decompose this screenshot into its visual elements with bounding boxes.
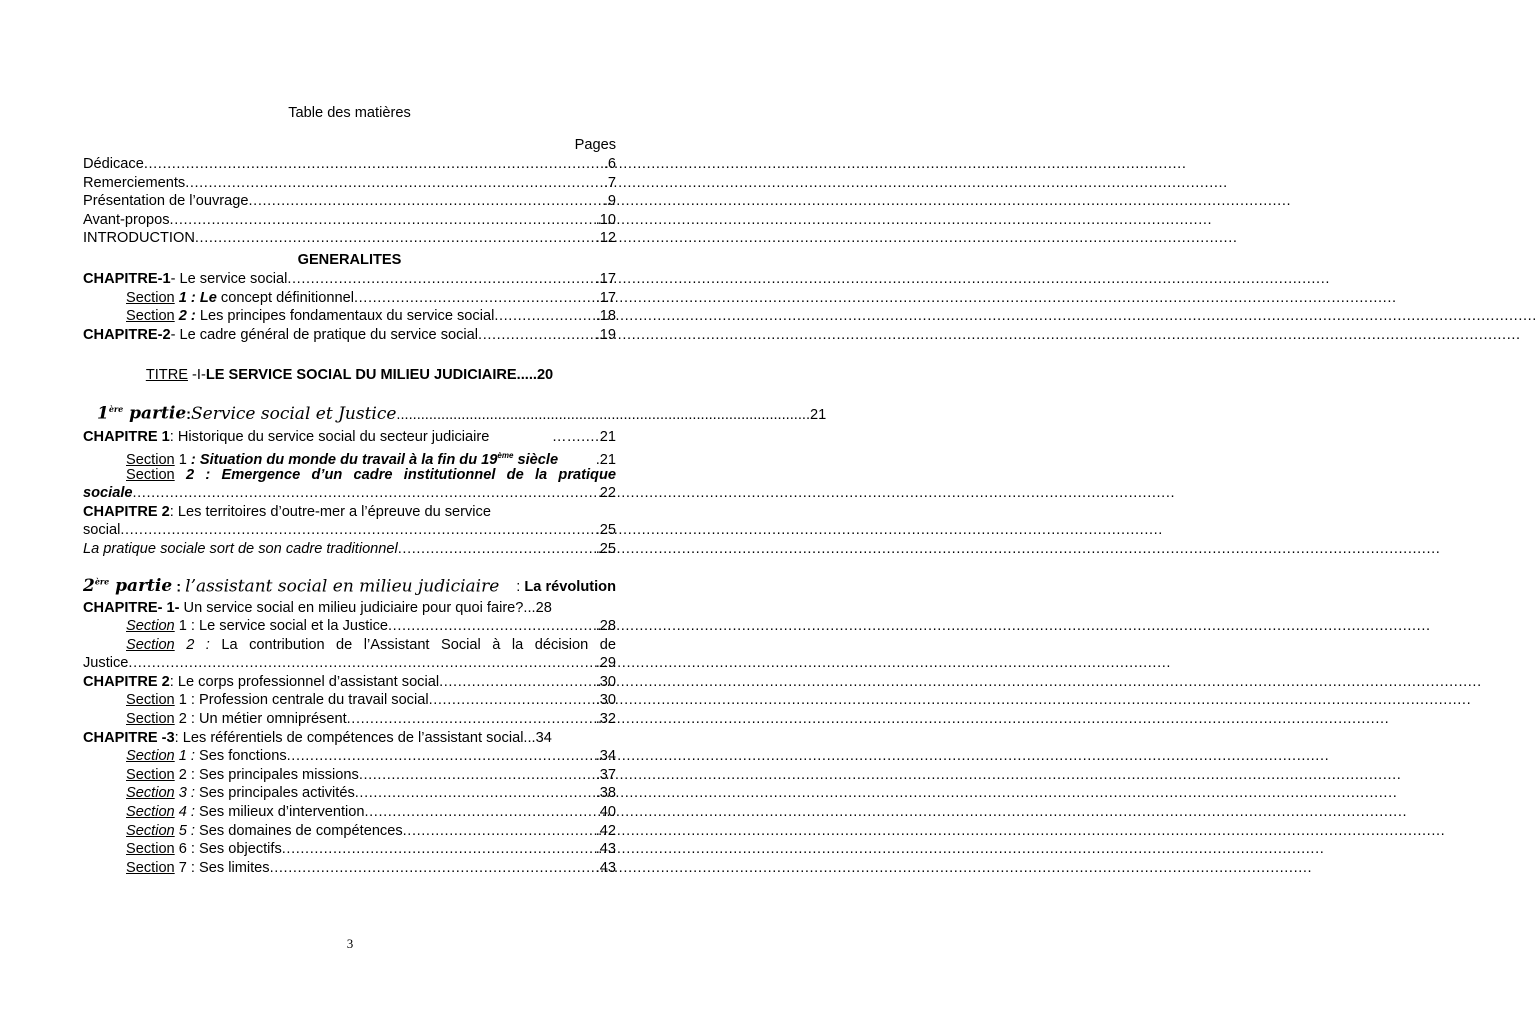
entry-page: .17 xyxy=(595,289,616,306)
entry-page: .43 xyxy=(595,841,616,858)
toc-entry-section-2[interactable] xyxy=(83,307,616,326)
entry-label: La pratique sociale sort de son cadre traditionnel xyxy=(83,540,398,557)
toc-entry-p1-pratique[interactable] xyxy=(83,540,616,559)
entry-page: .30 xyxy=(595,673,616,690)
toc-entry-dedicace[interactable] xyxy=(83,155,616,174)
chapter-prefix: CHAPITRE-1 xyxy=(83,270,171,287)
toc-entry-section-1[interactable] xyxy=(83,289,616,308)
entry-label: Dédicace xyxy=(83,156,144,172)
toc-entry-p2-ch3-section-2[interactable] xyxy=(83,766,616,785)
section-word: Section xyxy=(126,451,175,468)
entry-page: .7 xyxy=(603,174,616,191)
entry-page: 22 xyxy=(599,485,616,502)
toc-entry-p2-ch3-section-6[interactable] xyxy=(83,840,616,859)
section-number: 3 : xyxy=(174,785,195,802)
toc-entry-p2-ch3-section-7[interactable] xyxy=(83,859,616,878)
section-number: 1 : Le xyxy=(178,289,217,306)
toc-entry-p2-chapitre-2[interactable] xyxy=(83,673,616,692)
toc-entry-p2-ch3-section-4[interactable] xyxy=(83,803,616,822)
chapter-prefix: CHAPITRE 1 xyxy=(83,429,170,446)
chapter-prefix: CHAPITRE-2 xyxy=(83,326,171,343)
section-title-line1: 2 : Emergence d’un cadre institutionnel de la pratique xyxy=(174,466,616,483)
toc-entry-p1-section-1[interactable] xyxy=(83,447,616,466)
toc-title: Table des matières xyxy=(288,105,411,121)
section-title: Ses domaines de compétences xyxy=(194,822,403,839)
section-number: 5 : xyxy=(174,822,195,839)
section-number: 4 : xyxy=(174,804,195,821)
entry-page: .21 xyxy=(595,451,616,468)
section-word: Section xyxy=(126,466,175,483)
section-number: 2 : xyxy=(174,766,195,783)
chapter-title: - Le service social xyxy=(170,270,288,287)
partie-title: Service social et Justice xyxy=(191,404,397,424)
titre-1-heading[interactable] xyxy=(83,364,616,386)
section-word: Section xyxy=(126,804,175,821)
chapter-title: : Historique du service social du secteur judiciaire xyxy=(169,429,490,446)
section-title: Ses principales missions xyxy=(194,766,359,783)
toc-entry-p2-section-2[interactable] xyxy=(83,636,616,673)
entry-label: Remerciements xyxy=(83,174,186,191)
toc-entry-p2-ch2-section-2[interactable] xyxy=(83,710,616,729)
section-word: Section xyxy=(126,308,175,325)
section-title: Ses objectifs xyxy=(194,841,282,858)
section-title-line2: sociale xyxy=(83,485,133,502)
chapter-title-line1: : Les territoires d’outre-mer a l’épreuve du service xyxy=(169,503,491,520)
section-word: Section xyxy=(126,636,175,653)
toc-entry-p1-section-2[interactable] xyxy=(83,466,616,503)
section-title: concept définitionnel xyxy=(216,289,354,306)
section-word: Section xyxy=(126,859,175,876)
section-title-line2: Justice xyxy=(83,655,129,672)
pages-label: Pages xyxy=(574,137,616,153)
table-of-contents xyxy=(83,103,827,877)
section-title: 1 : Profession centrale du travail social xyxy=(174,692,429,709)
section-title: 1 : Le service social et la Justice xyxy=(174,618,389,635)
section-word: Section xyxy=(126,618,175,635)
entry-page: .12 xyxy=(595,230,616,247)
toc-entry-p2-ch3-section-5[interactable] xyxy=(83,822,616,841)
section-number: 1 xyxy=(174,451,191,468)
partie-colon: : xyxy=(186,407,192,423)
entry-page: .9 xyxy=(603,193,616,210)
chapter-title: Un service social en milieu judiciaire pour quoi faire?...28 xyxy=(179,599,552,616)
toc-entry-p1-chapitre-2[interactable] xyxy=(83,503,616,540)
section-word: Section xyxy=(126,692,175,709)
partie-colon: : xyxy=(172,579,186,596)
chapter-title: : Les référentiels de compétences de l’assistant social...34 xyxy=(174,729,552,746)
section-title: Ses fonctions xyxy=(194,748,287,765)
toc-entry-p1-chapitre-1[interactable] xyxy=(83,428,616,447)
toc-entry-p2-ch3-section-1[interactable] xyxy=(83,747,616,766)
entry-page: .6 xyxy=(603,156,616,172)
entry-page: .18 xyxy=(595,308,616,325)
section-title: Ses milieux d’intervention xyxy=(194,804,365,821)
entry-page: .19 xyxy=(595,326,616,343)
entry-page: .38 xyxy=(595,785,616,802)
section-title-line1: La contribution de l’Assistant Social à la décision de xyxy=(209,636,617,653)
entry-page: …….…21 xyxy=(551,429,616,446)
section-title: Ses limites xyxy=(194,859,270,876)
toc-entry-avant-propos[interactable] xyxy=(83,211,616,230)
entry-page: .25 xyxy=(595,540,616,557)
entry-page: .28 xyxy=(595,618,616,635)
section-word: Section xyxy=(126,785,175,802)
entry-label: Avant-propos xyxy=(83,211,170,228)
partie-title: l’assistant social en milieu judiciaire xyxy=(185,576,500,597)
section-word: Section xyxy=(126,841,175,858)
toc-entry-p2-section-1[interactable] xyxy=(83,617,616,636)
entry-label: INTRODUCTION xyxy=(83,230,195,247)
section-number: 7 : xyxy=(174,859,195,876)
partie-num: 2ère partie xyxy=(83,576,173,597)
entry-page: .42 xyxy=(595,822,616,839)
toc-entry-introduction[interactable] xyxy=(83,229,616,248)
entry-page: .32 xyxy=(595,711,616,728)
toc-entry-presentation[interactable] xyxy=(83,192,616,211)
entry-page: 40 xyxy=(599,804,616,821)
entry-page: .37 xyxy=(595,766,616,783)
entry-page: 21 xyxy=(810,407,827,423)
entry-page: .10 xyxy=(595,211,616,228)
entry-page: .34 xyxy=(595,748,616,765)
generalites-heading: GENERALITES xyxy=(297,251,402,268)
section-title: : Situation du monde du travail à la fin du 19ème siècle xyxy=(190,450,559,468)
partie-num: 1ère partie xyxy=(97,404,187,424)
toc-entry-chapitre-2[interactable] xyxy=(83,326,616,345)
entry-page: .17 xyxy=(595,270,616,287)
section-number: 2 : xyxy=(178,308,200,325)
section-number: 1 : xyxy=(174,748,195,765)
chapter-prefix: CHAPITRE -3 xyxy=(83,729,175,746)
section-title: 2 : Un métier omniprésent xyxy=(174,711,347,728)
chapitre-3-sections xyxy=(83,747,616,877)
toc-entry-p2-chapitre-3[interactable] xyxy=(83,729,616,748)
entry-page: .30 xyxy=(595,692,616,709)
chapter-title: : Le corps professionnel d’assistant social xyxy=(169,673,440,690)
entry-page: .25 xyxy=(595,522,616,539)
page-number: 3 xyxy=(346,936,354,951)
section-word: Section xyxy=(126,822,175,839)
toc-entry-chapitre-1[interactable] xyxy=(83,270,616,289)
section-word: Section xyxy=(126,748,175,765)
chapter-title: - Le cadre général de pratique du service social xyxy=(170,326,479,343)
entry-page: .43 xyxy=(595,859,616,876)
partie-1-heading[interactable]: 1ère partie : Service social et Justice ...................................................................................................... 21 xyxy=(83,394,616,424)
section-word: Section xyxy=(126,289,175,306)
toc-entry-remerciements[interactable] xyxy=(83,174,616,193)
titre-sep: -I- xyxy=(187,367,206,384)
toc-entry-p2-ch3-section-3[interactable] xyxy=(83,784,616,803)
titre-word: TITRE xyxy=(145,367,188,384)
partie-tail: La révolution xyxy=(524,579,616,596)
partie-2-heading[interactable]: 2ère partie : l’assistant social en milieu judiciaire : La révolution xyxy=(83,576,616,597)
chapter-prefix: CHAPITRE- 1- xyxy=(83,599,180,616)
section-word: Section xyxy=(126,711,175,728)
entry-label: Présentation de l’ouvrage xyxy=(83,193,249,210)
chapter-prefix: CHAPITRE 2 xyxy=(83,673,170,690)
chapter-title-line2: social xyxy=(83,522,121,539)
entry-page: .29 xyxy=(595,655,616,672)
chapter-prefix: CHAPITRE 2 xyxy=(83,503,170,520)
titre-text: LE SERVICE SOCIAL DU MILIEU JUDICIAIRE.....20 xyxy=(205,367,554,384)
section-word: Section xyxy=(126,766,175,783)
toc-entry-p2-ch2-section-1[interactable] xyxy=(83,691,616,710)
toc-entry-p2-chapitre-1[interactable] xyxy=(83,599,616,618)
section-title: Ses principales activités xyxy=(194,785,355,802)
section-number: 2 : xyxy=(174,636,210,653)
section-number: 6 : xyxy=(174,841,195,858)
section-title: Les principes fondamentaux du service social xyxy=(199,308,495,325)
